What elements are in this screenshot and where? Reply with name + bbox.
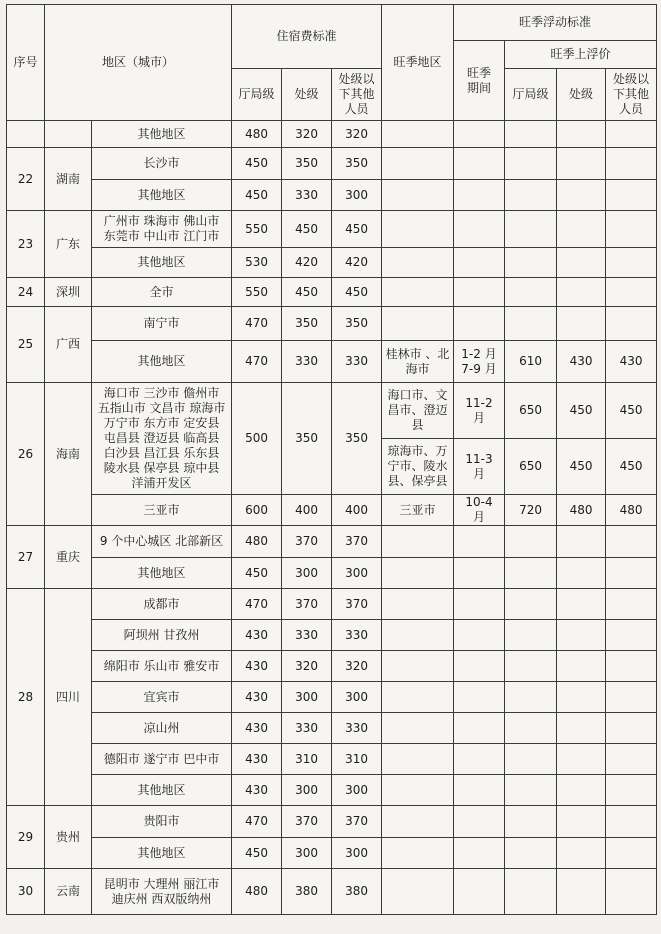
- province-cell: 四川: [45, 589, 92, 806]
- bureau-rate-cell: 450: [232, 180, 282, 211]
- table-row: [7, 620, 657, 651]
- empty-peak-cell: [382, 713, 454, 744]
- table-row: [7, 211, 657, 248]
- below-rate-cell: 300: [332, 775, 382, 806]
- empty-peak-cell: [454, 651, 505, 682]
- bureau-rate-cell: 480: [232, 121, 282, 148]
- bureau-rate-cell: 470: [232, 307, 282, 341]
- lodging-below-header: 处级以下其他人员: [332, 69, 382, 121]
- peak-float-header: 旺季浮动标准: [454, 5, 657, 41]
- below-rate-cell: 370: [332, 589, 382, 620]
- empty-peak-cell: [454, 307, 505, 341]
- empty-peak-cell: [557, 558, 606, 589]
- region-cell: 昆明市 大理州 丽江市 迪庆州 西双版纳州: [92, 869, 232, 915]
- empty-peak-cell: [505, 838, 557, 869]
- region-cell: 海口市 三沙市 儋州市 五指山市 文昌市 琼海市 万宁市 东方市 定安县 屯昌县 澄迈县 临高县 白沙县 昌江县 乐东县 陵水县 保亭县 琼中县 洋浦开发区: [92, 383, 232, 495]
- below-rate-cell: 330: [332, 341, 382, 383]
- division-rate-cell: 300: [282, 558, 332, 589]
- empty-peak-cell: [505, 775, 557, 806]
- empty-peak-cell: [505, 278, 557, 307]
- empty-peak-cell: [382, 620, 454, 651]
- table-row: [7, 121, 657, 148]
- table-row: [7, 589, 657, 620]
- empty-peak-cell: [606, 838, 657, 869]
- region-cell: 广州市 珠海市 佛山市 东莞市 中山市 江门市: [92, 211, 232, 248]
- bureau-rate-cell: 470: [232, 806, 282, 838]
- empty-peak-cell: [505, 558, 557, 589]
- below-rate-cell: 380: [332, 869, 382, 915]
- empty-peak-cell: [382, 744, 454, 775]
- lodging-header: 住宿费标准: [232, 5, 382, 69]
- empty-peak-cell: [454, 713, 505, 744]
- below-rate-cell: 320: [332, 121, 382, 148]
- lodging-standards-table: [6, 4, 657, 915]
- empty-peak-cell: [454, 869, 505, 915]
- table-row: [7, 495, 657, 526]
- division-rate-cell: 330: [282, 180, 332, 211]
- division-rate-cell: 420: [282, 248, 332, 278]
- region-cell: 阿坝州 甘孜州: [92, 620, 232, 651]
- province-cell: 广东: [45, 211, 92, 278]
- peak-division-cell: 450: [557, 439, 606, 495]
- division-rate-cell: 300: [282, 775, 332, 806]
- empty-peak-cell: [454, 620, 505, 651]
- table-row: [7, 744, 657, 775]
- table-row: [7, 148, 657, 180]
- division-rate-cell: 350: [282, 148, 332, 180]
- division-rate-cell: 350: [282, 307, 332, 341]
- region-header: 地区（城市）: [45, 5, 232, 121]
- table-body: [7, 121, 657, 915]
- seq-header: 序号: [7, 5, 45, 121]
- province-cell: 重庆: [45, 526, 92, 589]
- empty-peak-cell: [606, 744, 657, 775]
- empty-peak-cell: [454, 180, 505, 211]
- table-row: [7, 180, 657, 211]
- table-row: [7, 526, 657, 558]
- peak-area-cell: 三亚市: [382, 495, 454, 526]
- empty-peak-cell: [606, 526, 657, 558]
- below-rate-cell: 450: [332, 211, 382, 248]
- empty-peak-cell: [454, 806, 505, 838]
- empty-peak-cell: [557, 121, 606, 148]
- province-cell: 海南: [45, 383, 92, 526]
- below-rate-cell: 330: [332, 620, 382, 651]
- empty-peak-cell: [382, 211, 454, 248]
- seq-cell: 23: [7, 211, 45, 278]
- seq-cell: 26: [7, 383, 45, 526]
- table-row: [7, 248, 657, 278]
- empty-peak-cell: [454, 526, 505, 558]
- table-row: [7, 806, 657, 838]
- empty-peak-cell: [557, 713, 606, 744]
- empty-peak-cell: [454, 775, 505, 806]
- division-rate-cell: 330: [282, 620, 332, 651]
- empty-peak-cell: [382, 775, 454, 806]
- region-cell: 其他地区: [92, 341, 232, 383]
- peak-area-cell: 海口市、文昌市、澄迈县: [382, 383, 454, 439]
- seq-cell: 25: [7, 307, 45, 383]
- empty-peak-cell: [557, 682, 606, 713]
- empty-peak-cell: [606, 211, 657, 248]
- empty-peak-cell: [606, 589, 657, 620]
- empty-peak-cell: [382, 589, 454, 620]
- empty-peak-cell: [606, 121, 657, 148]
- empty-peak-cell: [606, 278, 657, 307]
- empty-peak-cell: [505, 148, 557, 180]
- empty-peak-cell: [454, 589, 505, 620]
- table-row: [7, 775, 657, 806]
- division-rate-cell: 300: [282, 838, 332, 869]
- division-rate-cell: 320: [282, 121, 332, 148]
- empty-peak-cell: [606, 180, 657, 211]
- empty-peak-cell: [382, 121, 454, 148]
- peak-area-cell: 琼海市、万宁市、陵水县、保亭县: [382, 439, 454, 495]
- below-rate-cell: 400: [332, 495, 382, 526]
- peak-below-header: 处级以下其他人员: [606, 69, 657, 121]
- empty-peak-cell: [382, 838, 454, 869]
- bureau-rate-cell: 550: [232, 278, 282, 307]
- region-cell: 其他地区: [92, 838, 232, 869]
- empty-peak-cell: [505, 589, 557, 620]
- region-cell: 其他地区: [92, 121, 232, 148]
- table-row: [7, 838, 657, 869]
- region-cell: 绵阳市 乐山市 雅安市: [92, 651, 232, 682]
- bureau-rate-cell: 500: [232, 383, 282, 495]
- peak-bureau-cell: 720: [505, 495, 557, 526]
- division-rate-cell: 370: [282, 589, 332, 620]
- division-rate-cell: 350: [282, 383, 332, 495]
- peak-bureau-header: 厅局级: [505, 69, 557, 121]
- empty-peak-cell: [606, 806, 657, 838]
- peak-period-cell: 11-3 月: [454, 439, 505, 495]
- region-cell: 其他地区: [92, 775, 232, 806]
- table-row: [7, 651, 657, 682]
- peak-up-header: 旺季上浮价: [505, 41, 657, 69]
- division-rate-cell: 450: [282, 278, 332, 307]
- peak-below-cell: 430: [606, 341, 657, 383]
- empty-peak-cell: [454, 682, 505, 713]
- division-rate-cell: 300: [282, 682, 332, 713]
- table-row: [7, 383, 657, 439]
- empty-peak-cell: [557, 744, 606, 775]
- empty-peak-cell: [505, 713, 557, 744]
- seq-cell: 29: [7, 806, 45, 869]
- below-rate-cell: 350: [332, 383, 382, 495]
- division-rate-cell: 370: [282, 526, 332, 558]
- seq-cell: 24: [7, 278, 45, 307]
- below-rate-cell: 350: [332, 307, 382, 341]
- table-row: [7, 558, 657, 589]
- region-cell: 宜宾市: [92, 682, 232, 713]
- province-cell: [45, 121, 92, 148]
- seq-cell: 27: [7, 526, 45, 589]
- empty-peak-cell: [505, 682, 557, 713]
- empty-peak-cell: [454, 148, 505, 180]
- peak-period-cell: 10-4 月: [454, 495, 505, 526]
- empty-peak-cell: [505, 121, 557, 148]
- peak-period-header: 旺季期间: [454, 41, 505, 121]
- division-rate-cell: 330: [282, 713, 332, 744]
- division-rate-cell: 400: [282, 495, 332, 526]
- division-rate-cell: 310: [282, 744, 332, 775]
- region-cell: 南宁市: [92, 307, 232, 341]
- peak-period-cell: 11-2 月: [454, 383, 505, 439]
- below-rate-cell: 300: [332, 558, 382, 589]
- bureau-rate-cell: 450: [232, 558, 282, 589]
- empty-peak-cell: [606, 148, 657, 180]
- division-rate-cell: 330: [282, 341, 332, 383]
- peak-below-cell: 450: [606, 383, 657, 439]
- empty-peak-cell: [505, 526, 557, 558]
- region-cell: 长沙市: [92, 148, 232, 180]
- table-row: [7, 713, 657, 744]
- province-cell: 贵州: [45, 806, 92, 869]
- empty-peak-cell: [382, 651, 454, 682]
- bureau-rate-cell: 470: [232, 589, 282, 620]
- empty-peak-cell: [557, 651, 606, 682]
- bureau-rate-cell: 430: [232, 620, 282, 651]
- empty-peak-cell: [557, 307, 606, 341]
- empty-peak-cell: [382, 682, 454, 713]
- region-cell: 贵阳市: [92, 806, 232, 838]
- peak-below-cell: 480: [606, 495, 657, 526]
- peak-division-cell: 430: [557, 341, 606, 383]
- division-rate-cell: 370: [282, 806, 332, 838]
- province-cell: 云南: [45, 869, 92, 915]
- peak-bureau-cell: 610: [505, 341, 557, 383]
- peak-below-cell: 450: [606, 439, 657, 495]
- bureau-rate-cell: 430: [232, 775, 282, 806]
- empty-peak-cell: [606, 307, 657, 341]
- empty-peak-cell: [557, 589, 606, 620]
- table-row: [7, 341, 657, 383]
- empty-peak-cell: [382, 307, 454, 341]
- empty-peak-cell: [557, 211, 606, 248]
- empty-peak-cell: [454, 838, 505, 869]
- standards-sheet: [6, 4, 656, 930]
- empty-peak-cell: [557, 869, 606, 915]
- bureau-rate-cell: 470: [232, 341, 282, 383]
- bureau-rate-cell: 430: [232, 651, 282, 682]
- empty-peak-cell: [606, 620, 657, 651]
- empty-peak-cell: [505, 869, 557, 915]
- seq-cell: 22: [7, 148, 45, 211]
- bureau-rate-cell: 600: [232, 495, 282, 526]
- region-cell: 三亚市: [92, 495, 232, 526]
- empty-peak-cell: [557, 180, 606, 211]
- below-rate-cell: 370: [332, 526, 382, 558]
- region-cell: 全市: [92, 278, 232, 307]
- empty-peak-cell: [454, 121, 505, 148]
- region-cell: 其他地区: [92, 248, 232, 278]
- peak-division-cell: 480: [557, 495, 606, 526]
- below-rate-cell: 310: [332, 744, 382, 775]
- bureau-rate-cell: 430: [232, 682, 282, 713]
- table-row: [7, 682, 657, 713]
- empty-peak-cell: [454, 744, 505, 775]
- bureau-rate-cell: 480: [232, 869, 282, 915]
- empty-peak-cell: [454, 278, 505, 307]
- empty-peak-cell: [606, 869, 657, 915]
- region-cell: 德阳市 遂宁市 巴中市: [92, 744, 232, 775]
- below-rate-cell: 300: [332, 682, 382, 713]
- empty-peak-cell: [505, 307, 557, 341]
- division-rate-cell: 380: [282, 869, 332, 915]
- bureau-rate-cell: 530: [232, 248, 282, 278]
- empty-peak-cell: [382, 558, 454, 589]
- lodging-division-header: 处级: [282, 69, 332, 121]
- empty-peak-cell: [382, 248, 454, 278]
- empty-peak-cell: [454, 211, 505, 248]
- table-row: [7, 278, 657, 307]
- lodging-bureau-header: 厅局级: [232, 69, 282, 121]
- empty-peak-cell: [505, 211, 557, 248]
- empty-peak-cell: [505, 806, 557, 838]
- region-cell: 成都市: [92, 589, 232, 620]
- bureau-rate-cell: 450: [232, 148, 282, 180]
- province-cell: 深圳: [45, 278, 92, 307]
- below-rate-cell: 350: [332, 148, 382, 180]
- seq-cell: [7, 121, 45, 148]
- empty-peak-cell: [382, 869, 454, 915]
- below-rate-cell: 450: [332, 278, 382, 307]
- below-rate-cell: 420: [332, 248, 382, 278]
- province-cell: 湖南: [45, 148, 92, 211]
- empty-peak-cell: [606, 248, 657, 278]
- empty-peak-cell: [454, 558, 505, 589]
- empty-peak-cell: [557, 148, 606, 180]
- empty-peak-cell: [557, 806, 606, 838]
- empty-peak-cell: [557, 278, 606, 307]
- empty-peak-cell: [382, 526, 454, 558]
- bureau-rate-cell: 430: [232, 713, 282, 744]
- bureau-rate-cell: 550: [232, 211, 282, 248]
- bureau-rate-cell: 480: [232, 526, 282, 558]
- empty-peak-cell: [454, 248, 505, 278]
- below-rate-cell: 320: [332, 651, 382, 682]
- province-cell: 广西: [45, 307, 92, 383]
- below-rate-cell: 300: [332, 838, 382, 869]
- seq-cell: 28: [7, 589, 45, 806]
- table-row: [7, 869, 657, 915]
- division-rate-cell: 320: [282, 651, 332, 682]
- region-cell: 其他地区: [92, 558, 232, 589]
- empty-peak-cell: [606, 775, 657, 806]
- peak-area-cell: 桂林市 、北海市: [382, 341, 454, 383]
- peak-bureau-cell: 650: [505, 439, 557, 495]
- region-cell: 其他地区: [92, 180, 232, 211]
- empty-peak-cell: [382, 148, 454, 180]
- peak-bureau-cell: 650: [505, 383, 557, 439]
- below-rate-cell: 300: [332, 180, 382, 211]
- division-rate-cell: 450: [282, 211, 332, 248]
- empty-peak-cell: [505, 248, 557, 278]
- empty-peak-cell: [505, 651, 557, 682]
- peak-division-header: 处级: [557, 69, 606, 121]
- empty-peak-cell: [606, 651, 657, 682]
- empty-peak-cell: [382, 180, 454, 211]
- empty-peak-cell: [557, 248, 606, 278]
- empty-peak-cell: [557, 526, 606, 558]
- bureau-rate-cell: 450: [232, 838, 282, 869]
- region-cell: 9 个中心城区 北部新区: [92, 526, 232, 558]
- empty-peak-cell: [505, 620, 557, 651]
- empty-peak-cell: [606, 682, 657, 713]
- empty-peak-cell: [382, 278, 454, 307]
- empty-peak-cell: [606, 713, 657, 744]
- below-rate-cell: 330: [332, 713, 382, 744]
- bureau-rate-cell: 430: [232, 744, 282, 775]
- empty-peak-cell: [557, 838, 606, 869]
- empty-peak-cell: [557, 620, 606, 651]
- empty-peak-cell: [606, 558, 657, 589]
- region-cell: 凉山州: [92, 713, 232, 744]
- empty-peak-cell: [557, 775, 606, 806]
- below-rate-cell: 370: [332, 806, 382, 838]
- peak-division-cell: 450: [557, 383, 606, 439]
- empty-peak-cell: [505, 744, 557, 775]
- seq-cell: 30: [7, 869, 45, 915]
- empty-peak-cell: [505, 180, 557, 211]
- peak-period-cell: 1-2 月 7-9 月: [454, 341, 505, 383]
- empty-peak-cell: [382, 806, 454, 838]
- peak-area-header: 旺季地区: [382, 5, 454, 121]
- table-row: [7, 307, 657, 341]
